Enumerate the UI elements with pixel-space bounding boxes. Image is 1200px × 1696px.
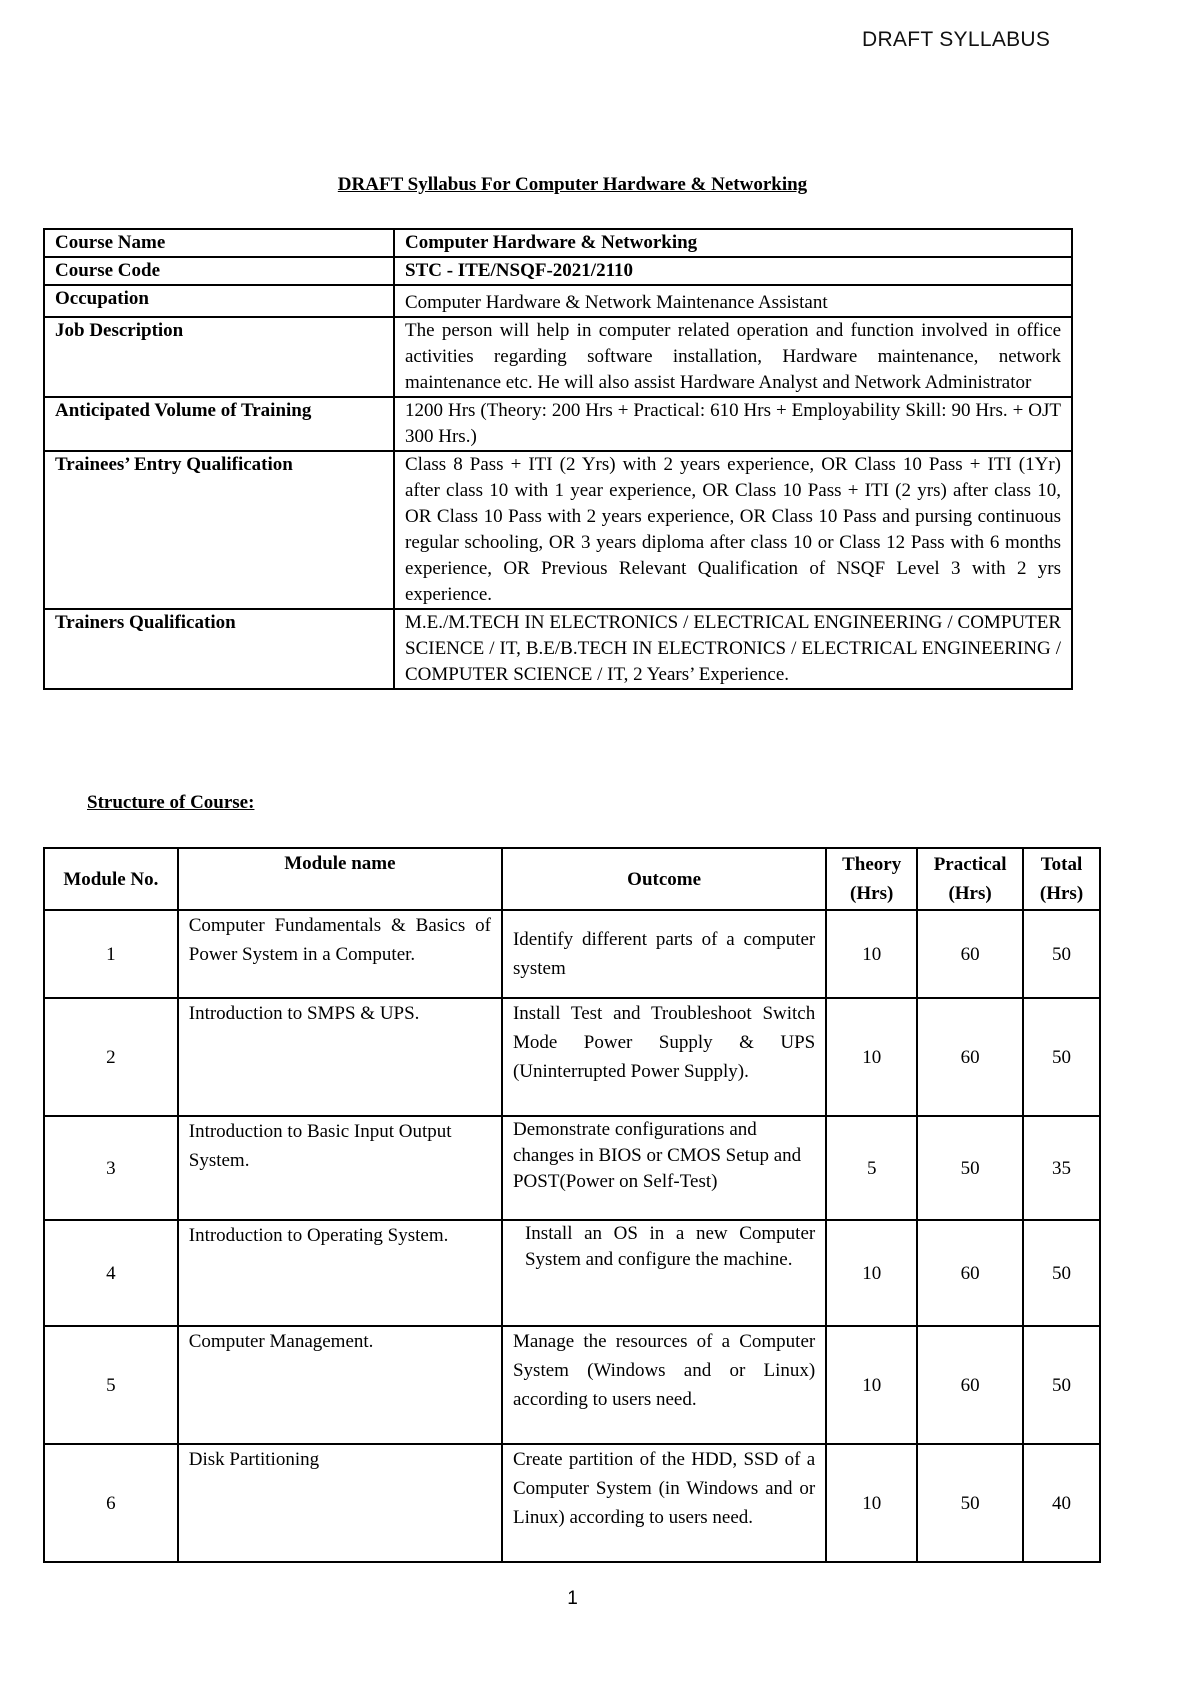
module-name-cell: Introduction to SMPS & UPS. (178, 998, 502, 1116)
anticipated-volume-value: 1200 Hrs (Theory: 200 Hrs + Practical: 610 Hrs + Employability Skill: 90 Hrs. + OJT 300 Hrs.) (394, 397, 1072, 451)
job-description-label: Job Description (44, 317, 394, 397)
outcome-cell: Create partition of the HDD, SSD of a Computer System (in Windows and or Linux) according to users need. (502, 1444, 826, 1562)
occupation-label: Occupation (44, 285, 394, 317)
practical-hrs-cell: 60 (917, 1220, 1023, 1326)
total-hrs-cell: 35 (1023, 1116, 1100, 1220)
practical-header: Practical (Hrs) (917, 848, 1023, 910)
theory-hrs-cell: 10 (826, 1444, 917, 1562)
total-hrs-cell: 50 (1023, 998, 1100, 1116)
theory-hrs-cell: 10 (826, 1220, 917, 1326)
total-hrs-cell: 50 (1023, 1326, 1100, 1444)
table-header-row (44, 848, 1100, 910)
course-code-label: Course Code (44, 257, 394, 285)
module-name-cell: Introduction to Basic Input Output System. (178, 1116, 502, 1220)
theory-hrs-cell: 10 (826, 910, 917, 998)
outcome-header: Outcome (502, 848, 826, 910)
table-row (44, 1116, 1100, 1220)
occupation-value: Computer Hardware & Network Maintenance Assistant (394, 285, 1072, 317)
outcome-cell: Install an OS in a new Computer System and configure the machine. (502, 1220, 826, 1326)
module-structure-table (43, 847, 1101, 1563)
trainers-qualification-value: M.E./M.TECH IN ELECTRONICS / ELECTRICAL ENGINEERING / COMPUTER SCIENCE / IT, B.E/B.TECH IN ELECTRONICS / ELECTRICAL ENGINEERING / COMPUTER SCIENCE / IT, 2 Years’ Experience. (394, 609, 1072, 689)
total-hrs-cell: 40 (1023, 1444, 1100, 1562)
job-description-value: The person will help in computer related operation and function involved in office activities regarding software installation, Hardware maintenance, network maintenance etc. He will also assist Hardware Analyst and Network Administrator (394, 317, 1072, 397)
module-no-cell: 5 (44, 1326, 178, 1444)
document-title: DRAFT Syllabus For Computer Hardware & Networking (337, 174, 808, 195)
entry-qualification-row (44, 451, 1072, 609)
outcome-cell: Manage the resources of a Computer System (Windows and or Linux) according to users need. (502, 1326, 826, 1444)
module-no-cell: 4 (44, 1220, 178, 1326)
outcome-cell: Demonstrate configurations and changes in BIOS or CMOS Setup and POST(Power on Self-Test) (502, 1116, 826, 1220)
practical-hrs-cell: 60 (917, 910, 1023, 998)
outcome-cell: Install Test and Troubleshoot Switch Mode Power Supply & UPS (Uninterrupted Power Supply). (502, 998, 826, 1116)
course-name-label: Course Name (44, 229, 394, 257)
module-name-cell: Computer Fundamentals & Basics of Power System in a Computer. (178, 910, 502, 998)
module-no-cell: 3 (44, 1116, 178, 1220)
outcome-cell: Identify different parts of a computer system (502, 910, 826, 998)
job-description-row (44, 317, 1072, 397)
module-no-cell: 1 (44, 910, 178, 998)
course-code-row (44, 257, 1072, 285)
total-hrs-cell: 50 (1023, 1220, 1100, 1326)
module-name-cell: Introduction to Operating System. (178, 1220, 502, 1326)
module-name-cell: Disk Partitioning (178, 1444, 502, 1562)
theory-header: Theory (Hrs) (826, 848, 917, 910)
course-code-value: STC - ITE/NSQF-2021/2110 (394, 257, 1072, 285)
total-hrs-cell: 50 (1023, 910, 1100, 998)
anticipated-volume-row (44, 397, 1072, 451)
draft-syllabus-header: DRAFT SYLLABUS (862, 28, 1051, 51)
course-info-table (43, 228, 1073, 690)
page-number: 1 (567, 1588, 578, 1609)
entry-qualification-value: Class 8 Pass + ITI (2 Yrs) with 2 years experience, OR Class 10 Pass + ITI (1Yr) after class 10 with 1 year experience, OR Class 10 Pass + ITI (2 yrs) after class 10, OR Class 10 Pass with 2 years experience, OR Class 10 Pass and pursing continuous regular schooling, OR 3 years diploma after class 10 or Class 12 Pass with 6 months experience, OR Previous Relevant Qualification of NSQF Level 3 with 2 yrs experience. (394, 451, 1072, 609)
theory-hrs-cell: 5 (826, 1116, 917, 1220)
table-row (44, 910, 1100, 998)
table-row (44, 998, 1100, 1116)
module-no-header: Module No. (44, 848, 178, 910)
structure-of-course-heading: Structure of Course: (87, 792, 255, 813)
table-row (44, 1220, 1100, 1326)
module-no-cell: 2 (44, 998, 178, 1116)
trainers-qualification-row (44, 609, 1072, 689)
practical-hrs-cell: 60 (917, 1326, 1023, 1444)
course-name-value: Computer Hardware & Networking (394, 229, 1072, 257)
module-name-cell: Computer Management. (178, 1326, 502, 1444)
entry-qualification-label: Trainees’ Entry Qualification (44, 451, 394, 609)
module-no-cell: 6 (44, 1444, 178, 1562)
practical-hrs-cell: 50 (917, 1116, 1023, 1220)
anticipated-volume-label: Anticipated Volume of Training (44, 397, 394, 451)
table-row (44, 1444, 1100, 1562)
practical-hrs-cell: 60 (917, 998, 1023, 1116)
module-name-header: Module name (178, 848, 502, 910)
occupation-row (44, 285, 1072, 317)
table-row (44, 1326, 1100, 1444)
theory-hrs-cell: 10 (826, 1326, 917, 1444)
theory-hrs-cell: 10 (826, 998, 917, 1116)
practical-hrs-cell: 50 (917, 1444, 1023, 1562)
course-name-row (44, 229, 1072, 257)
trainers-qualification-label: Trainers Qualification (44, 609, 394, 689)
total-header: Total (Hrs) (1023, 848, 1100, 910)
